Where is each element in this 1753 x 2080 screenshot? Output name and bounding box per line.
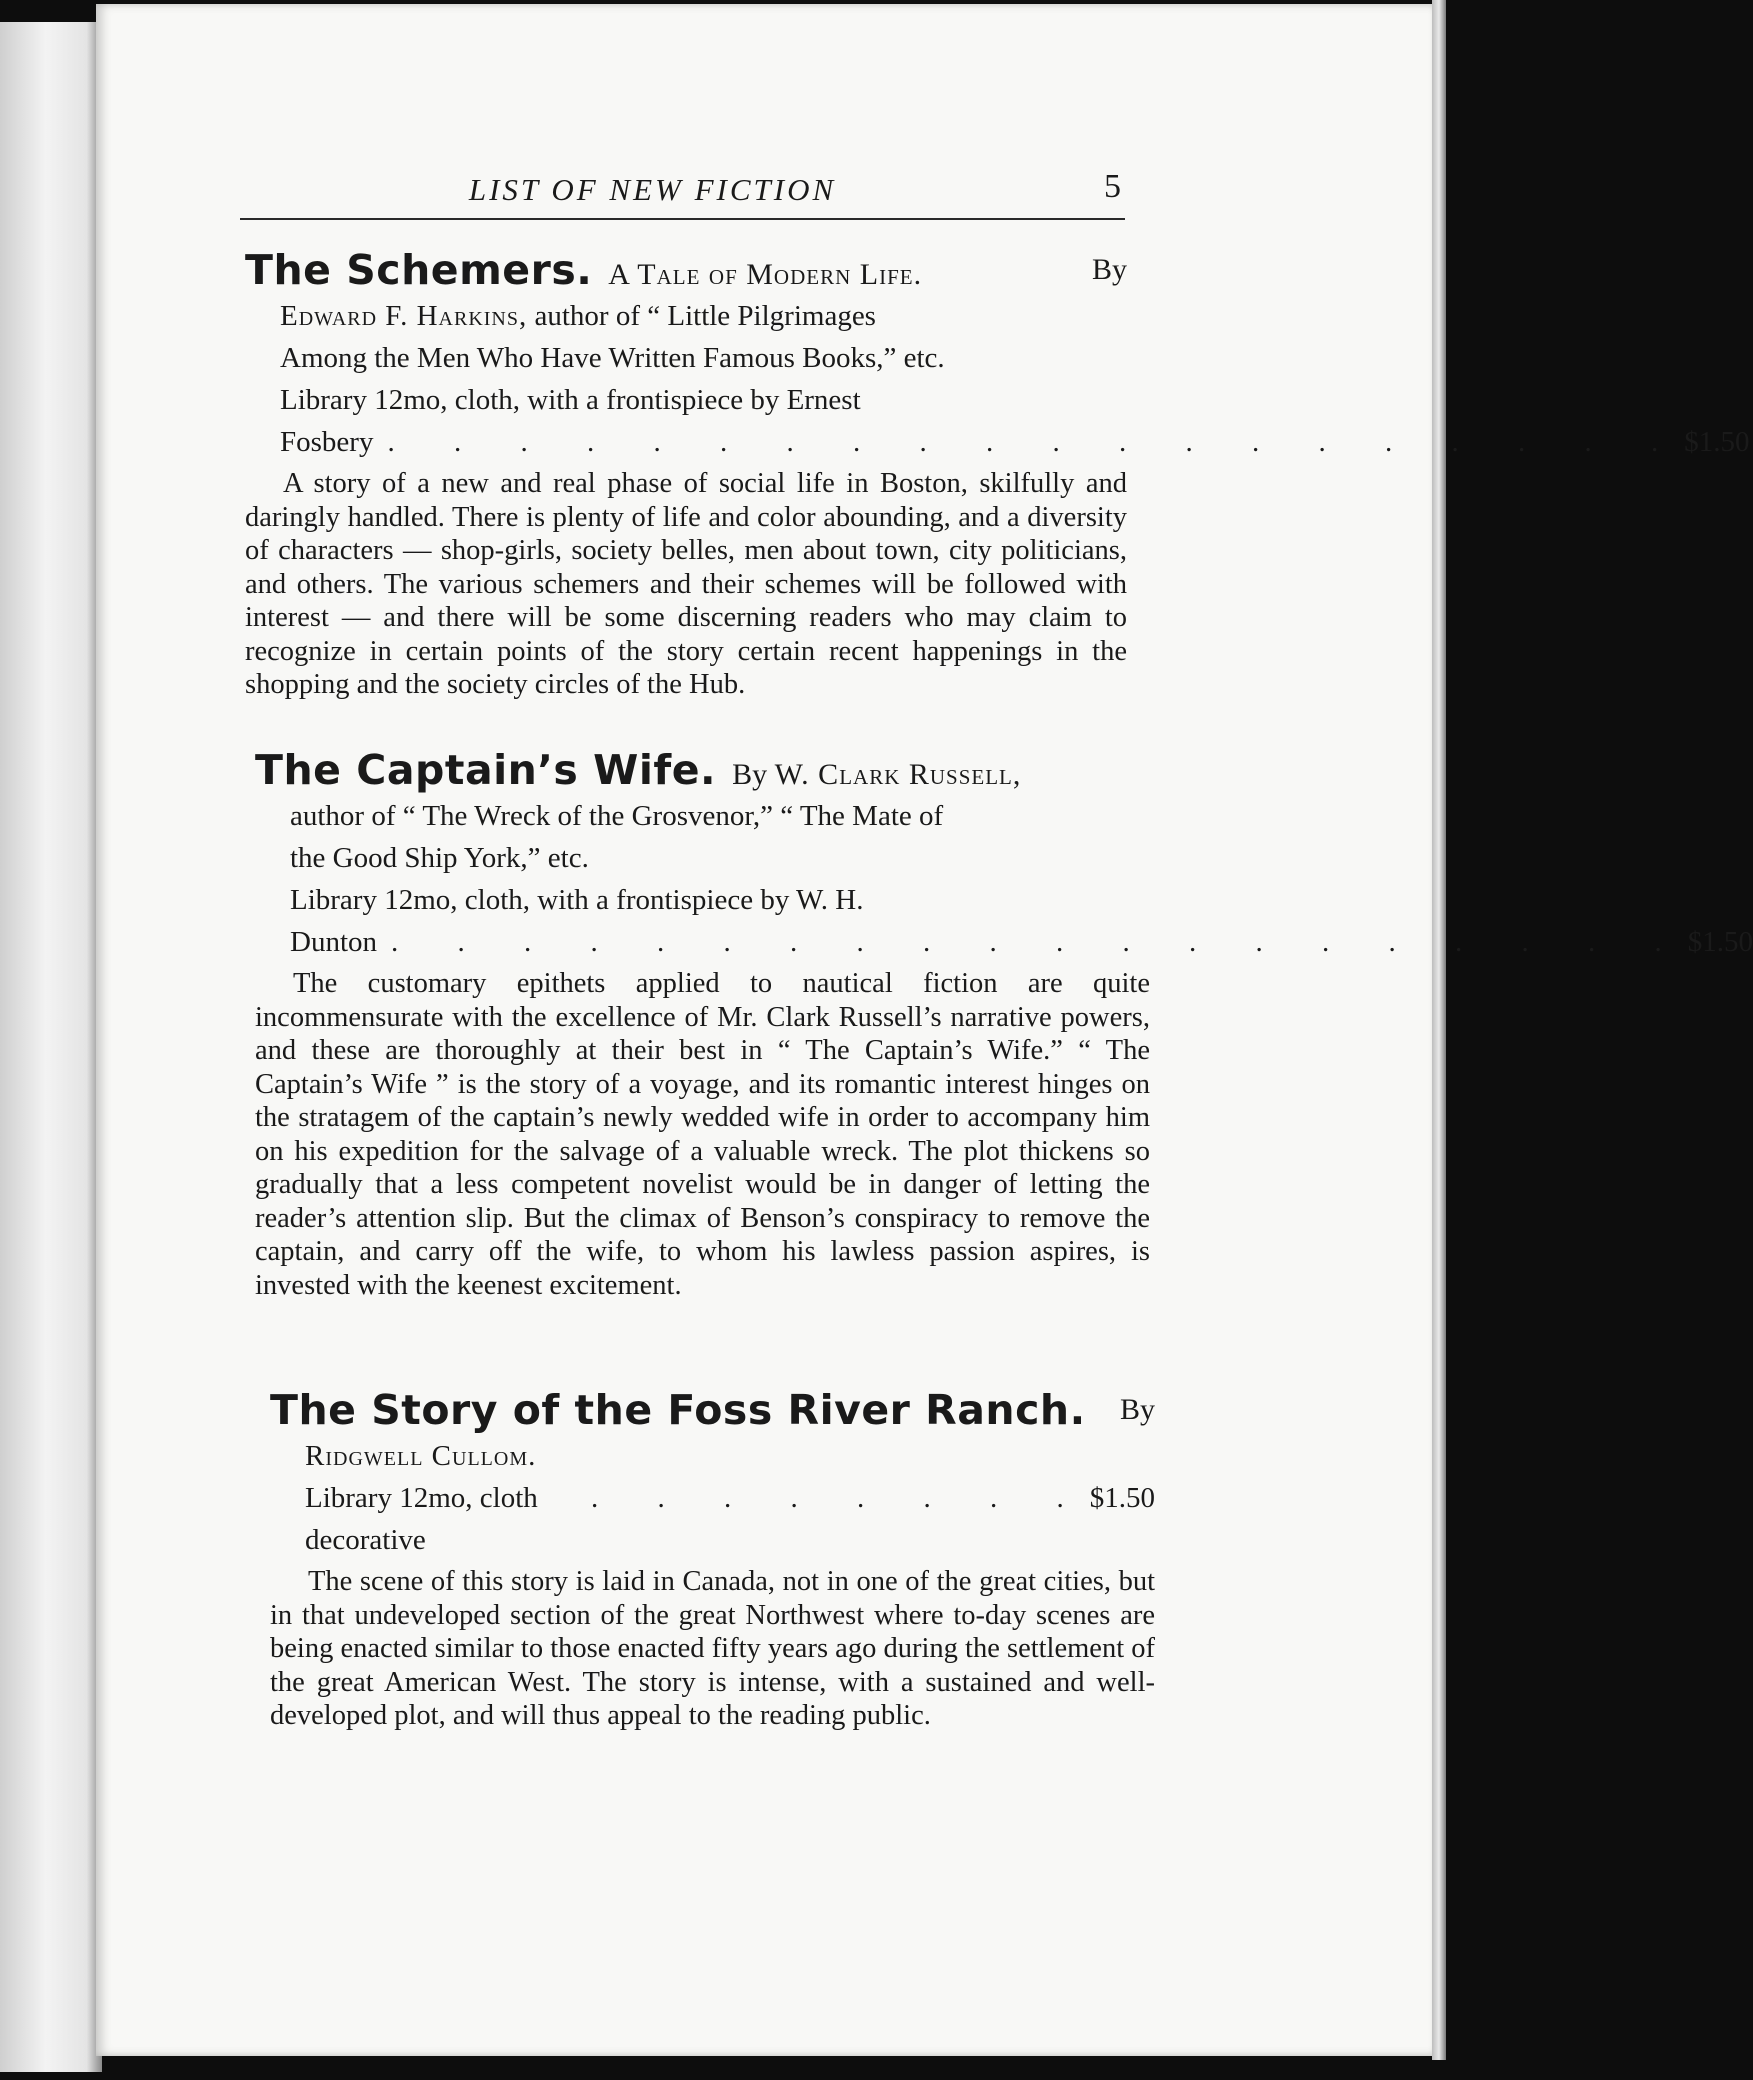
- price-line: [280, 421, 1750, 463]
- page-number: 5: [1104, 168, 1121, 205]
- entry-heading: [255, 746, 1150, 795]
- dot-leader: . . . . . . . . . . . . . . . . . . . .: [391, 926, 1688, 958]
- book-subtitle: A Tale of Modern Life.: [608, 258, 923, 291]
- book-entry-foss-river-ranch: [270, 1386, 1155, 1733]
- author-name: W. Clark Russell,: [774, 758, 1022, 791]
- entry-heading: [270, 1386, 1155, 1435]
- book-description: The scene of this story is laid in Canada, not in one of the great cities, but in that undeveloped section of the great Northwest where to-day scenes are being enacted similar to those enacted fifty years ago during the settlement of the great American West. The story is intense, with a sustained and welldeveloped plot, and will thus appeal to the reading public.: [270, 1566, 1155, 1731]
- format-line: Library 12mo, cloth, with a frontispiece by Ernest: [280, 384, 861, 416]
- book-title: The Schemers.: [245, 246, 593, 294]
- dot-leader: . . . . . . . . . . . . . . . . . . . .: [387, 426, 1685, 458]
- format-continued: Fosbery: [280, 426, 374, 458]
- format-line: Library 12mo, cloth decorative: [305, 1482, 538, 1556]
- page-right-edge: [1432, 0, 1446, 2060]
- price-line: [305, 1477, 1155, 1561]
- book-entry-schemers: [245, 246, 1750, 702]
- entry-heading: [245, 246, 1127, 295]
- author-credit: author of “ Little Pilgrimages: [534, 300, 876, 332]
- book-title: The Captain’s Wife.: [255, 746, 717, 794]
- entry-details: [255, 795, 1753, 963]
- by-label: By: [1119, 1393, 1155, 1426]
- author-credit-continued: the Good Ship York,” etc.: [290, 842, 589, 874]
- running-head: [240, 168, 1125, 220]
- price: $1.50: [1089, 1482, 1155, 1514]
- running-title: LIST OF NEW FICTION: [468, 172, 837, 207]
- format-line: Library 12mo, cloth, with a frontispiece by W. H.: [290, 884, 864, 916]
- book-title: The Story of the Foss River Ranch.: [270, 1386, 1086, 1434]
- author-credit-line: [280, 295, 1127, 337]
- by-label: By: [1091, 253, 1127, 286]
- book-entry-captains-wife: [255, 746, 1753, 1302]
- author-credit-line: author of “ The Wreck of the Grosvenor,” “ The Mate of: [290, 800, 944, 832]
- author-name: Ridgwell Cullom.: [305, 1440, 537, 1472]
- left-page-edge: [0, 22, 102, 2072]
- format-continued: Dunton: [290, 926, 377, 958]
- price: $1.50: [1684, 426, 1750, 458]
- book-description: The customary epithets applied to nautical fiction are quite incommensurate with the excellence of Mr. Clark Russell’s narrative powers, and these are thoroughly at their best in “ The Captain’s Wife.” “ The Captain’s Wife ” is the story of a voyage, and its romantic interest hinges on the stratagem of the captain’s newly wedded wife in order to accompany him on his expedition for the salvage of a valuable wreck. The plot thickens so gradually that a less competent novelist would be in danger of letting the reader’s attention slip. But the climax of Benson’s conspiracy to remove the captain, and carry off the wife, to whom his lawless passion aspires, is invested with the keenest excitement.: [255, 968, 1150, 1301]
- entry-details: [245, 295, 1750, 463]
- dot-leader: . . . . . . . .: [591, 1482, 1090, 1514]
- book-description: A story of a new and real phase of social life in Boston, skilfully and daringly handled. There is plenty of life and color abounding, and a diversity of characters — shop-girls, society belles, men about town, city politicians, and others. The various schemers and their schemes will be followed with interest — and there will be some discerning readers who may claim to recognize in certain points of the story certain recent happenings in the shopping and the society circles of the Hub.: [245, 468, 1127, 700]
- price: $1.50: [1687, 926, 1753, 958]
- author-credit-continued: Among the Men Who Have Written Famous Books,” etc.: [280, 342, 945, 374]
- author-name: Edward F. Harkins,: [280, 300, 528, 332]
- entry-details: [270, 1435, 1155, 1561]
- by-label: By: [732, 758, 768, 791]
- price-line: [290, 921, 1753, 963]
